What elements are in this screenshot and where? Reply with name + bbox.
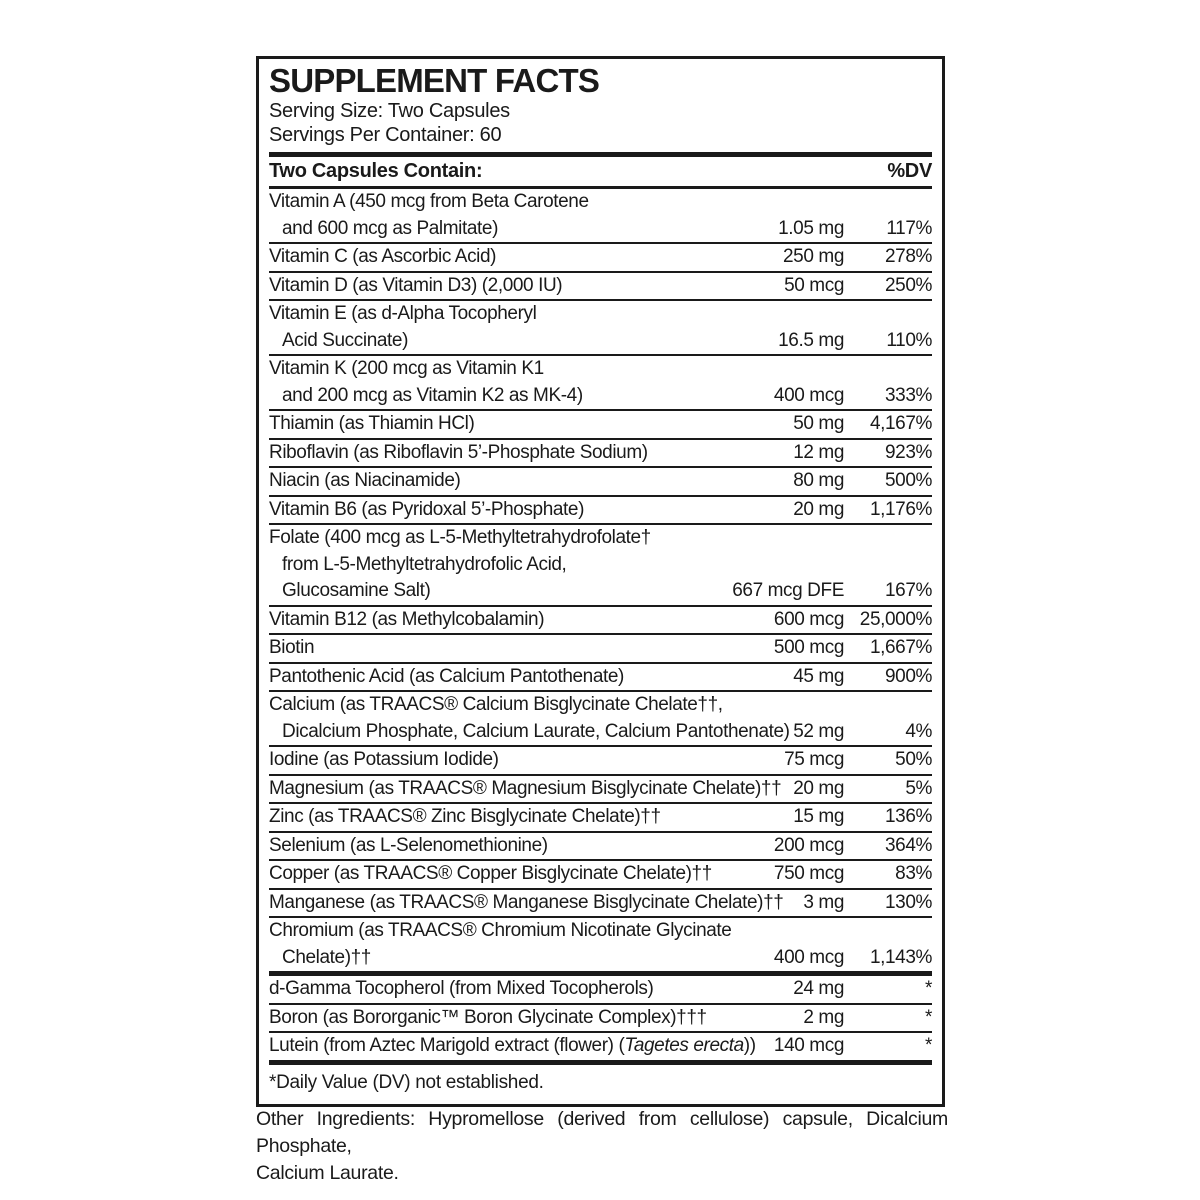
table-row: [269, 438, 932, 467]
table-row: [269, 1003, 932, 1032]
nutrient-name-part: )): [743, 1035, 756, 1056]
table-row: [269, 802, 932, 831]
nutrient-name: [269, 664, 624, 691]
nutrient-name: [269, 525, 651, 605]
nutrient-name: [269, 1033, 756, 1060]
nutrient-amount: 140 mcg: [773, 1035, 844, 1056]
table-row: [269, 354, 932, 409]
nutrient-name-line: Dicalcium Phosphate, Calcium Laurate, Calcium Pantothenate): [282, 720, 790, 742]
nutrient-name-line: Magnesium (as TRAACS® Magnesium Bisglycinate Chelate)††: [269, 777, 782, 799]
nutrient-dv: 25,000%: [859, 608, 932, 630]
nutrient-dv: *: [925, 1035, 932, 1056]
nutrient-name-line: Glucosamine Salt): [282, 580, 431, 601]
nutrient-name: [269, 918, 731, 971]
nutrient-name-line: Manganese (as TRAACS® Manganese Bisglycinate Chelate)††: [269, 891, 784, 913]
nutrient-name: [269, 861, 712, 888]
nutrient-name-line: Zinc (as TRAACS® Zinc Bisglycinate Chelate)††: [269, 806, 661, 827]
nutrient-name: [269, 635, 314, 662]
nutrient-amount: 12 mg: [793, 441, 844, 463]
nutrient-amount: 52 mg: [793, 720, 844, 742]
nutrient-name-line: Calcium (as TRAACS® Calcium Bisglycinate Chelate††,: [269, 694, 723, 715]
nutrient-name-line: and 600 mcg as Palmitate): [282, 217, 499, 239]
nutrient-dv: 1,176%: [869, 498, 932, 520]
nutrient-dv: 364%: [885, 834, 932, 856]
table-row: [269, 495, 932, 524]
nutrient-name-line: Vitamin B12 (as Methylcobalamin): [269, 608, 545, 630]
nutrient-name: [269, 976, 653, 1003]
nutrient-dv: 5%: [905, 777, 932, 799]
table-row: [269, 774, 932, 803]
nutrient-amount: 2 mg: [803, 1006, 844, 1028]
nutrient-name: [269, 776, 781, 803]
nutrient-dv: 110%: [886, 329, 932, 351]
nutrient-amount: 20 mg: [793, 777, 844, 799]
nutrient-name: [269, 692, 790, 745]
nutrient-name-line: Vitamin C (as Ascorbic Acid): [269, 246, 497, 267]
nutrient-dv: 923%: [885, 441, 932, 463]
nutrient-dv: 117%: [886, 217, 932, 239]
table-row: [269, 633, 932, 662]
nutrient-name: [269, 244, 496, 271]
nutrient-name-line: Copper (as TRAACS® Copper Bisglycinate Chelate)††: [269, 863, 712, 884]
nutrient-amount: 667 mcg DFE: [732, 580, 844, 601]
supplement-facts-panel: [256, 56, 945, 1107]
table-row: [269, 605, 932, 634]
table-row: [269, 299, 932, 354]
nutrient-dv: 50%: [895, 749, 932, 770]
nutrient-name: [269, 468, 460, 495]
nutrient-name-line: Thiamin (as Thiamin HCl): [269, 413, 475, 434]
nutrient-amount: 200 mcg: [773, 834, 844, 856]
nutrient-name-line: Vitamin A (450 mcg from Beta Carotene: [269, 191, 589, 212]
table-row: [269, 189, 932, 242]
nutrient-name: [269, 301, 536, 354]
nutrient-amount: 20 mg: [793, 498, 844, 520]
nutrient-name: [269, 890, 783, 917]
nutrient-name-line: Vitamin E (as d-Alpha Tocopheryl: [269, 303, 537, 324]
nutrient-amount: 24 mg: [793, 978, 844, 999]
table-row: [269, 859, 932, 888]
nutrient-dv: *: [925, 1006, 932, 1028]
table-row: [269, 242, 932, 271]
table-row: [269, 662, 932, 691]
nutrient-name-line: Folate (400 mcg as L-5-Methyltetrahydrofolate†: [269, 527, 651, 548]
nutrient-amount: 80 mg: [793, 470, 844, 491]
nutrient-dv: 130%: [885, 891, 932, 913]
nutrient-dv: 900%: [885, 665, 932, 687]
table-row: [269, 976, 932, 1003]
nutrient-name: [269, 747, 499, 774]
table-row: [269, 888, 932, 917]
other-ingredients: [256, 1106, 948, 1187]
facts-rows-extra: [269, 976, 932, 1060]
table-row: [269, 523, 932, 605]
nutrient-name: [269, 440, 648, 467]
nutrient-name: [269, 356, 583, 409]
nutrient-name-line: Riboflavin (as Riboflavin 5’-Phosphate Sodium): [269, 441, 648, 463]
nutrient-amount: 750 mcg: [773, 863, 844, 884]
column-header-dv: %DV: [887, 160, 932, 182]
other-ingredients-line2: Calcium Laurate.: [256, 1162, 399, 1184]
nutrient-dv: 4%: [905, 720, 932, 742]
nutrient-dv: 250%: [885, 274, 932, 296]
table-row: [269, 409, 932, 438]
nutrient-name: [269, 189, 589, 242]
table-row: [269, 831, 932, 860]
latin-name-italic: Tagetes erecta: [624, 1035, 744, 1056]
nutrient-name-line: Chelate)††: [282, 946, 371, 968]
nutrient-dv: 500%: [885, 470, 932, 491]
nutrient-name-line: and 200 mcg as Vitamin K2 as MK-4): [282, 384, 583, 406]
nutrient-amount: 500 mcg: [773, 637, 844, 658]
servings-per-container: Servings Per Container: 60: [269, 124, 502, 146]
nutrient-name-line: Chromium (as TRAACS® Chromium Nicotinate Glycinate: [269, 920, 732, 941]
other-ingredients-line1: Other Ingredients: Hypromellose (derived from cellulose) capsule, Dicalcium Phosphate,: [256, 1108, 948, 1157]
table-row: [269, 916, 932, 971]
column-header-contain: Two Capsules Contain:: [269, 160, 483, 182]
nutrient-dv: 136%: [885, 806, 932, 827]
nutrient-amount: 400 mcg: [773, 946, 844, 968]
table-row: [269, 745, 932, 774]
facts-rows-main: [269, 189, 932, 971]
nutrient-name: [269, 607, 544, 634]
nutrient-name-part: Lutein (from Aztec Marigold extract (flower) (: [269, 1035, 625, 1056]
table-row: [269, 271, 932, 300]
nutrient-name-line: Pantothenic Acid (as Calcium Pantothenate): [269, 665, 624, 687]
table-row: [269, 690, 932, 745]
nutrient-amount: 600 mcg: [773, 608, 844, 630]
nutrient-dv: 278%: [885, 246, 932, 267]
nutrient-amount: 50 mcg: [784, 274, 844, 296]
nutrient-amount: 400 mcg: [773, 384, 844, 406]
nutrient-name-line: Vitamin B6 (as Pyridoxal 5’-Phosphate): [269, 498, 584, 520]
table-row: [269, 466, 932, 495]
nutrient-dv: 4,167%: [869, 413, 932, 434]
nutrient-name-line: Vitamin D (as Vitamin D3) (2,000 IU): [269, 274, 563, 296]
nutrient-dv: 167%: [885, 580, 932, 601]
nutrient-dv: 1,667%: [869, 637, 932, 658]
nutrient-amount: 3 mg: [803, 891, 844, 913]
nutrient-name-line: Niacin (as Niacinamide): [269, 470, 461, 491]
nutrient-amount: 15 mg: [793, 806, 844, 827]
nutrient-name-line: Acid Succinate): [282, 329, 409, 351]
serving-size: Serving Size: Two Capsules: [269, 100, 510, 122]
nutrient-amount: 50 mg: [793, 413, 844, 434]
nutrient-name-line: Selenium (as L-Selenomethionine): [269, 834, 548, 856]
dv-footnote: *Daily Value (DV) not established.: [269, 1071, 544, 1093]
nutrient-amount: 1.05 mg: [778, 217, 844, 239]
nutrient-name: [269, 1005, 707, 1032]
nutrient-amount: 75 mcg: [784, 749, 844, 770]
nutrient-name-line: from L-5-Methyltetrahydrofolic Acid,: [282, 553, 567, 575]
nutrient-name-line: Iodine (as Potassium Iodide): [269, 749, 499, 770]
nutrient-amount: 250 mg: [783, 246, 844, 267]
nutrient-amount: 16.5 mg: [778, 329, 844, 351]
nutrient-dv: 1,143%: [869, 946, 932, 968]
nutrient-name: [269, 804, 661, 831]
nutrient-name-line: Biotin: [269, 637, 315, 658]
panel-title: SUPPLEMENT FACTS: [269, 62, 600, 99]
nutrient-name: [269, 497, 584, 524]
table-row: [269, 1031, 932, 1060]
nutrient-dv: 83%: [895, 863, 932, 884]
nutrient-name-line: d-Gamma Tocopherol (from Mixed Tocopherols): [269, 978, 654, 999]
nutrient-dv: 333%: [885, 384, 932, 406]
table-header: [269, 157, 932, 186]
nutrient-amount: 45 mg: [793, 665, 844, 687]
nutrient-name-line: [269, 1033, 756, 1060]
nutrient-name: [269, 833, 548, 860]
nutrient-dv: *: [925, 978, 932, 999]
nutrient-name-line: Vitamin K (200 mcg as Vitamin K1: [269, 358, 544, 379]
nutrient-name: [269, 411, 474, 438]
nutrient-name-line: Boron (as Bororganic™ Boron Glycinate Complex)†††: [269, 1006, 707, 1028]
nutrient-name: [269, 273, 562, 300]
